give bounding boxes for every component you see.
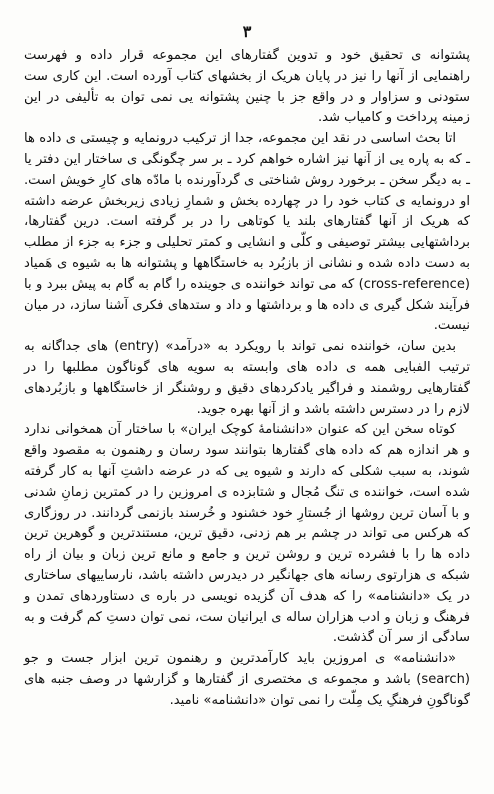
paragraph-3: بدین سان، خواننده نمی تواند با رویکرد به «درآمد» (entry) های جداگانه به ترتیب الفبایی همه ی داده های وابسته به سویه های گوناگون مطلبها را در گفتارهایی روشمند و فراگیر یادکردهای دقیق و روشنگر از خاستگاهها و بازبُردهای لازم را در دسترس داشته باشد و از آنها بهره جوید. xyxy=(24,339,470,417)
paragraph-1: پشتوانه ی تحقیق خود و تدوین گفتارهای این مجموعه قرار داده و فهرست راهنمایی از آنها را نیز در پایان هریک از بخشهای کتاب آورده است. این کاری ست ستودنی و سزاوار و در واقع جز با چنین پشتوانه یی نمی توان به تألیفی در این زمینه پرداخت و کامیاب شد. xyxy=(24,48,470,126)
paragraph-5: «دانشنامه» ی امروزین باید کارآمدترین و رهنمون ترین ابزار جست و جو (search) باشد و مجموعه ی مختصری از گفتارها و گزارشها در وصف جنبه های گوناگونِ فرهنگِ یک مِلّت را نمی توان «دانشنامه» نامید. xyxy=(24,651,470,708)
paragraph-4: کوتاه سخن این که عنوان «دانشنامۀ کوچک ایران» با ساختار آن همخوانی ندارد و هر اندازه هم که داده های گفتارها بتوانند سود رسان و رهنمون به مقصود واقع شوند، به سبب شکلی که دارند و شیوه یی که در عرضه داشتِ آنها به کار گرفته شده است، خواننده ی تنگ مُجال و شتابزده ی امروزین را در کمترین زمانِ شدنی و با آسان ترین روشها از جُستارِ خود خشنود و خُرسند بازنمی گردانند. در روزگاری که هرکس می تواند در چشم بر هم زدنی، دقیق ترین، مستندترین و گوهرین ترین داده ها را با فشرده ترین و روشن ترین و جامع و مانع ترین زبان و بیان از راه شبکه ی هزارتوی رسانه های جهانگیر در دیدرس داشته باشد، نارساییهای ساختاری در یک «دانشنامه» را که هدف آن گزیده نویسی در باره ی دستاوردهای تمدن و فرهنگ و زبان و ادب هزاران ساله ی ایرانیان ست، نمی توان دستِ کم گرفت و به سادگی از سر آن گذشت. xyxy=(24,422,470,646)
page-number: ۳ xyxy=(242,22,252,41)
body-text xyxy=(24,46,470,712)
paragraph-2: اتا بحث اساسی در نقد این مجموعه، جدا از ترکیب درونمایه و چیستی ی داده ها ـ که به پاره یی از آنها نیز اشاره خواهم کرد ـ بر سر چگونگی ی ساختار این دفتر یا ـ به دیگر سخن ـ برخورد روش شناختی ی گردآورنده با مادّه های کارِ خویش است. او درونمایه ی کتاب خود را در چهارده بخش و شمارِ زیادی زیربخش عرضه داشته که هریک از آنها گفتارهای بلند یا کوتاهی را در بر گرفته است. درین گفتارها، برداشتهایی بیشتر توصیفی و کلّی و انشایی و کمتر تحلیلی و جزء به جزء از مطلب به دست داده شده و نشانی از بازبُرد به خاستگاهها و پشتوانه ها به شیوه ی هَمیاد (cross-reference) که می تواند خواننده ی جوینده را گام به گام به پیش ببرد و با فرآیند شکل گیری ی داده ها و برداشتها و داد و ستدهای فکری آشنا سازد، در میان نیست. xyxy=(24,131,470,334)
